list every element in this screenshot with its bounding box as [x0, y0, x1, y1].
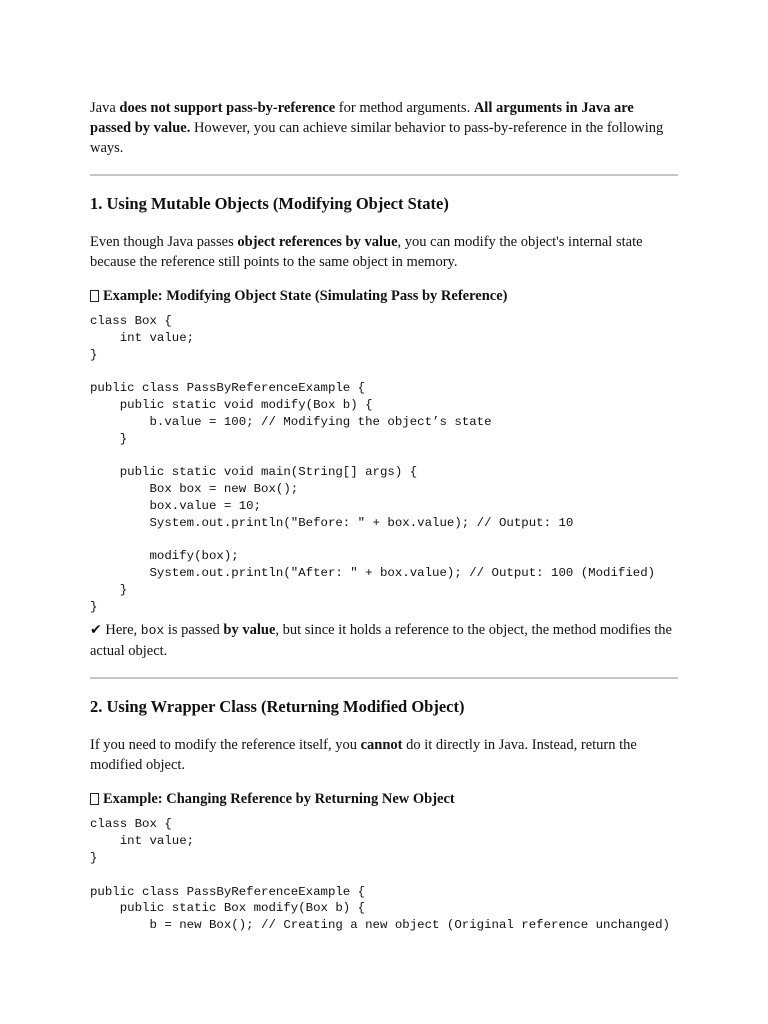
para-text: Even though Java passes	[90, 234, 238, 250]
note-text: , but since it holds a reference to the object, the method modifies the actual object.	[90, 622, 672, 660]
para-text: If you need to modify the reference itself, you	[90, 737, 361, 754]
para-text: , you can modify the object's internal state because the reference still points to the same object in memory.	[90, 234, 643, 270]
missing-glyph-icon	[90, 290, 99, 302]
para-bold: object references by value	[237, 234, 398, 250]
inline-code: box	[140, 623, 165, 639]
example-2-title	[90, 789, 678, 809]
example-1-title	[90, 286, 678, 306]
intro-text: Java	[90, 100, 120, 116]
section-1-note	[90, 620, 678, 661]
document-page	[90, 98, 678, 939]
note-text: is passed	[164, 622, 224, 639]
section-2-heading: 2. Using Wrapper Class (Returning Modified Object)	[90, 697, 465, 717]
section-divider	[90, 677, 678, 679]
section-1-paragraph	[90, 232, 678, 272]
intro-bold-1: does not support pass-by-reference	[119, 100, 336, 116]
para-text: do it directly in Java. Instead, return the modified object.	[90, 737, 637, 774]
intro-bold-2: All arguments in Java are passed by value.	[90, 100, 634, 136]
code-block-1: class Box { int value; } public class PassByReferenceExample { public static void modify(Box b) { b.value = 100; // Modifying the object’s state } public static void main(String[] args) { Box box = new Box(); box.value = 10; System.out.println("Before: " + box.value); // Output: 10 modify(box); System.out.println("After: " + box.value); // Output: 100 (Modified) } }	[90, 314, 656, 614]
section-1-heading: 1. Using Mutable Objects (Modifying Object State)	[90, 194, 449, 213]
intro-paragraph	[90, 98, 678, 158]
para-bold: cannot	[360, 737, 403, 754]
note-bold: by value	[223, 622, 276, 639]
missing-glyph-icon	[90, 793, 99, 805]
note-text: Here,	[101, 622, 141, 639]
intro-text: However, you can achieve similar behavior to pass-by-reference in the following ways.	[90, 120, 664, 156]
intro-text: for method arguments.	[335, 100, 474, 116]
example-1-title-text: Example: Modifying Object State (Simulating Pass by Reference)	[103, 288, 508, 304]
example-2-title-text: Example: Changing Reference by Returning New Object	[103, 791, 455, 808]
code-block-2: class Box { int value; } public class PassByReferenceExample { public static Box modify(Box b) { b = new Box(); // Creating a new object (Original reference unchanged)	[90, 817, 670, 933]
section-divider	[90, 174, 678, 176]
checkmark-icon: ✔	[90, 622, 102, 639]
section-2-paragraph	[90, 735, 678, 775]
